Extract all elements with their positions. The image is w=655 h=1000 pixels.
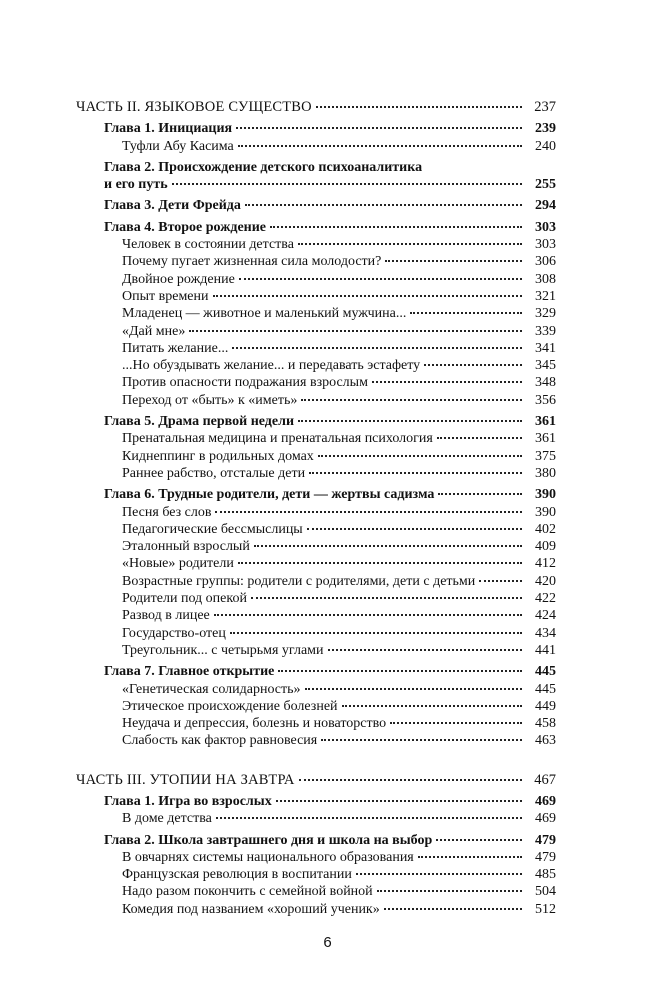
dot-leader [436, 839, 522, 841]
toc-section [76, 430, 556, 447]
toc-section [76, 448, 556, 465]
toc-chapter [76, 832, 556, 849]
dot-leader [213, 295, 522, 297]
toc-section-title: «Новые» родители [122, 556, 234, 572]
toc-section-title: Комедия под названием «хороший ученик» [122, 901, 380, 917]
toc-section-page: 361 [535, 431, 556, 447]
dot-leader [418, 856, 522, 858]
toc-chapter [76, 197, 556, 214]
toc-chapter-page: 390 [535, 487, 556, 503]
dot-leader [479, 580, 522, 582]
dot-leader [238, 145, 522, 147]
toc-chapter-title: Глава 6. Трудные родители, дети — жертвы садизма [104, 487, 435, 503]
dot-leader [239, 278, 522, 280]
dot-leader [321, 739, 522, 741]
toc-chapter [76, 663, 556, 680]
dot-leader [245, 204, 522, 206]
dot-leader [214, 614, 522, 616]
toc-section [76, 590, 556, 607]
toc-chapter-title: Глава 5. Драма первой недели [104, 414, 295, 430]
dot-leader [251, 597, 522, 599]
toc-section-title: ...Но обуздывать желание... и передавать эстафету [122, 358, 421, 374]
toc-section-title: Развод в лицее [122, 608, 210, 624]
toc-chapter [76, 219, 556, 236]
dot-leader [189, 330, 522, 332]
page-number: 6 [323, 934, 332, 951]
toc-section-title: Почему пугает жизненная сила молодости? [122, 254, 382, 270]
dot-leader [299, 779, 522, 781]
toc-section-page: 420 [535, 573, 556, 589]
toc-chapter [76, 486, 556, 503]
toc-chapter-page: 361 [535, 414, 556, 430]
toc-section-page: 409 [535, 539, 556, 555]
toc-section-page: 345 [535, 358, 556, 374]
toc-section-page: 329 [535, 306, 556, 322]
dot-leader [316, 106, 522, 108]
toc-section-title: Треугольник... с четырьмя углами [122, 642, 324, 658]
dot-leader [377, 890, 522, 892]
toc-section [76, 323, 556, 340]
toc-section [76, 340, 556, 357]
dot-leader [318, 455, 522, 457]
toc-section [76, 642, 556, 659]
toc-section-page: 469 [535, 811, 556, 827]
dot-leader [230, 632, 522, 634]
toc-section-page: 303 [535, 237, 556, 253]
toc-chapter-page: 294 [535, 198, 556, 214]
dot-leader [305, 688, 522, 690]
dot-leader [238, 562, 522, 564]
toc-section-title: Младенец — животное и маленький мужчина... [122, 306, 407, 322]
toc-section-page: 441 [535, 642, 556, 658]
toc-section [76, 715, 556, 732]
toc-section [76, 504, 556, 521]
toc-section-title: «Дай мне» [122, 323, 186, 339]
dot-leader [385, 260, 522, 262]
dot-leader [215, 511, 522, 513]
toc-section-page: 479 [535, 849, 556, 865]
dot-leader [236, 127, 522, 129]
dot-leader [356, 873, 522, 875]
toc-section-title: Песня без слов [122, 504, 212, 520]
toc-chapter-title: Глава 3. Дети Фрейда [104, 198, 241, 214]
toc-section [76, 681, 556, 698]
toc-section [76, 253, 556, 270]
toc-section-title: Родители под опекой [122, 591, 247, 607]
toc-section-page: 348 [535, 375, 556, 391]
toc-section-page: 412 [535, 556, 556, 572]
dot-leader [270, 226, 522, 228]
toc-section-title: Пренатальная медицина и пренатальная психология [122, 431, 433, 447]
dot-leader [278, 670, 522, 672]
toc-chapter-page: 239 [535, 121, 556, 137]
toc-section-title: Двойное рождение [122, 271, 235, 287]
toc-section-page: 308 [535, 271, 556, 287]
toc-chapter [76, 176, 556, 193]
toc-section [76, 883, 556, 900]
toc-section-page: 512 [535, 901, 556, 917]
toc-section [76, 538, 556, 555]
dot-leader [301, 399, 522, 401]
toc-section-page: 422 [535, 591, 556, 607]
toc-section [76, 521, 556, 538]
toc-section [76, 357, 556, 374]
toc-section [76, 607, 556, 624]
toc-section-title: Возрастные группы: родители с родителями, дети с детьми [122, 573, 476, 589]
toc-section-page: 341 [535, 340, 556, 356]
toc-chapter-title: и его путь [104, 177, 168, 193]
toc-section [76, 732, 556, 749]
toc-section-title: Надо разом покончить с семейной войной [122, 884, 373, 900]
toc-section [76, 392, 556, 409]
toc-chapter-title: Глава 7. Главное открытие [104, 664, 275, 680]
toc-section-title: Против опасности подражания взрослым [122, 375, 368, 391]
dot-leader [372, 381, 522, 383]
toc-section-page: 356 [535, 392, 556, 408]
toc-section-page: 390 [535, 504, 556, 520]
toc-section [76, 305, 556, 322]
toc-chapter-page: 479 [535, 832, 556, 848]
toc-section [76, 625, 556, 642]
dot-leader [309, 472, 522, 474]
toc-section [76, 236, 556, 253]
dot-leader [298, 243, 522, 245]
toc-section-title: Раннее рабство, отсталые дети [122, 465, 306, 481]
toc-section-title: Человек в состоянии детства [122, 237, 294, 253]
toc-chapter-page: 255 [535, 177, 556, 193]
toc-section [76, 901, 556, 918]
toc-chapter-title: Глава 4. Второе рождение [104, 219, 267, 235]
toc-section-title: В овчарнях системы национального образования [122, 849, 414, 865]
toc-section-page: 321 [535, 288, 556, 304]
toc-section-page: 375 [535, 448, 556, 464]
dot-leader [254, 545, 522, 547]
toc-section-title: Государство-отец [122, 625, 226, 641]
toc-chapter [76, 120, 556, 137]
toc-section [76, 374, 556, 391]
toc-section [76, 138, 556, 155]
toc-part-page: 237 [534, 99, 556, 115]
toc-section-title: Опыт времени [122, 288, 209, 304]
toc-section [76, 866, 556, 883]
toc-section [76, 849, 556, 866]
toc-section [76, 271, 556, 288]
toc-section [76, 810, 556, 827]
toc-part-title: ЧАСТЬ II. ЯЗЫКОВОЕ СУЩЕСТВО [76, 99, 312, 115]
dot-leader [390, 722, 522, 724]
toc-part [76, 772, 556, 789]
toc-section [76, 555, 556, 572]
toc-chapter-title: Глава 1. Инициация [104, 121, 233, 137]
toc-chapter-page: 469 [535, 793, 556, 809]
toc-section-title: Киднеппинг в родильных домах [122, 448, 314, 464]
toc-section [76, 573, 556, 590]
dot-leader [424, 364, 522, 366]
toc-section-page: 504 [535, 884, 556, 900]
toc-section-title: Эталонный взрослый [122, 539, 250, 555]
toc-section-title: Этическое происхождение болезней [122, 698, 338, 714]
dot-leader [410, 312, 522, 314]
toc-chapter-title-line1: Глава 2. Происхождение детского психоаналитика [104, 159, 423, 175]
toc-section-page: 339 [535, 323, 556, 339]
toc-chapter-title: Глава 1. Игра во взрослых [104, 793, 272, 809]
toc-section-page: 424 [535, 608, 556, 624]
toc-section-title: Переход от «быть» к «иметь» [122, 392, 298, 408]
toc-chapter [76, 413, 556, 430]
toc-section-page: 380 [535, 465, 556, 481]
toc-section-title: В доме детства [122, 811, 212, 827]
toc-section-page: 463 [535, 733, 556, 749]
toc-chapter-page: 303 [535, 219, 556, 235]
toc-part-title: ЧАСТЬ III. УТОПИИ НА ЗАВТРА [76, 771, 295, 788]
dot-leader [276, 800, 522, 802]
dot-leader [307, 528, 522, 530]
dot-leader [298, 420, 522, 422]
toc-section-page: 445 [535, 681, 556, 697]
toc-section [76, 288, 556, 305]
toc-chapter [76, 793, 556, 810]
toc-section-title: Питать желание... [122, 340, 229, 356]
toc-section-title: Слабость как фактор равновесия [122, 733, 318, 749]
toc-section-title: Французская революция в воспитании [122, 867, 352, 883]
dot-leader [437, 437, 522, 439]
toc-section-page: 485 [535, 867, 556, 883]
dot-leader [342, 705, 522, 707]
toc-section-page: 402 [535, 521, 556, 537]
toc-section-page: 458 [535, 716, 556, 732]
toc-section [76, 698, 556, 715]
toc-section-page: 240 [535, 138, 556, 154]
dot-leader [216, 817, 522, 819]
dot-leader [384, 908, 522, 910]
toc-section-page: 449 [535, 698, 556, 714]
toc-section-page: 434 [535, 625, 556, 641]
toc-section-title: «Генетическая солидарность» [122, 681, 301, 697]
toc-part [76, 99, 556, 116]
table-of-contents [76, 99, 556, 918]
dot-leader [438, 493, 522, 495]
toc-section-page: 306 [535, 254, 556, 270]
toc-section-title: Неудача и депрессия, болезнь и новаторство [122, 716, 387, 732]
toc-chapter-title: Глава 2. Школа завтрашнего дня и школа на выбор [104, 832, 433, 848]
toc-part-page: 467 [534, 771, 556, 788]
dot-leader [172, 183, 522, 185]
dot-leader [328, 649, 522, 651]
toc-section-title: Туфли Абу Касима [122, 138, 234, 154]
toc-section [76, 465, 556, 482]
toc-section-title: Педагогические бессмыслицы [122, 521, 303, 537]
toc-chapter-page: 445 [535, 664, 556, 680]
dot-leader [232, 347, 522, 349]
